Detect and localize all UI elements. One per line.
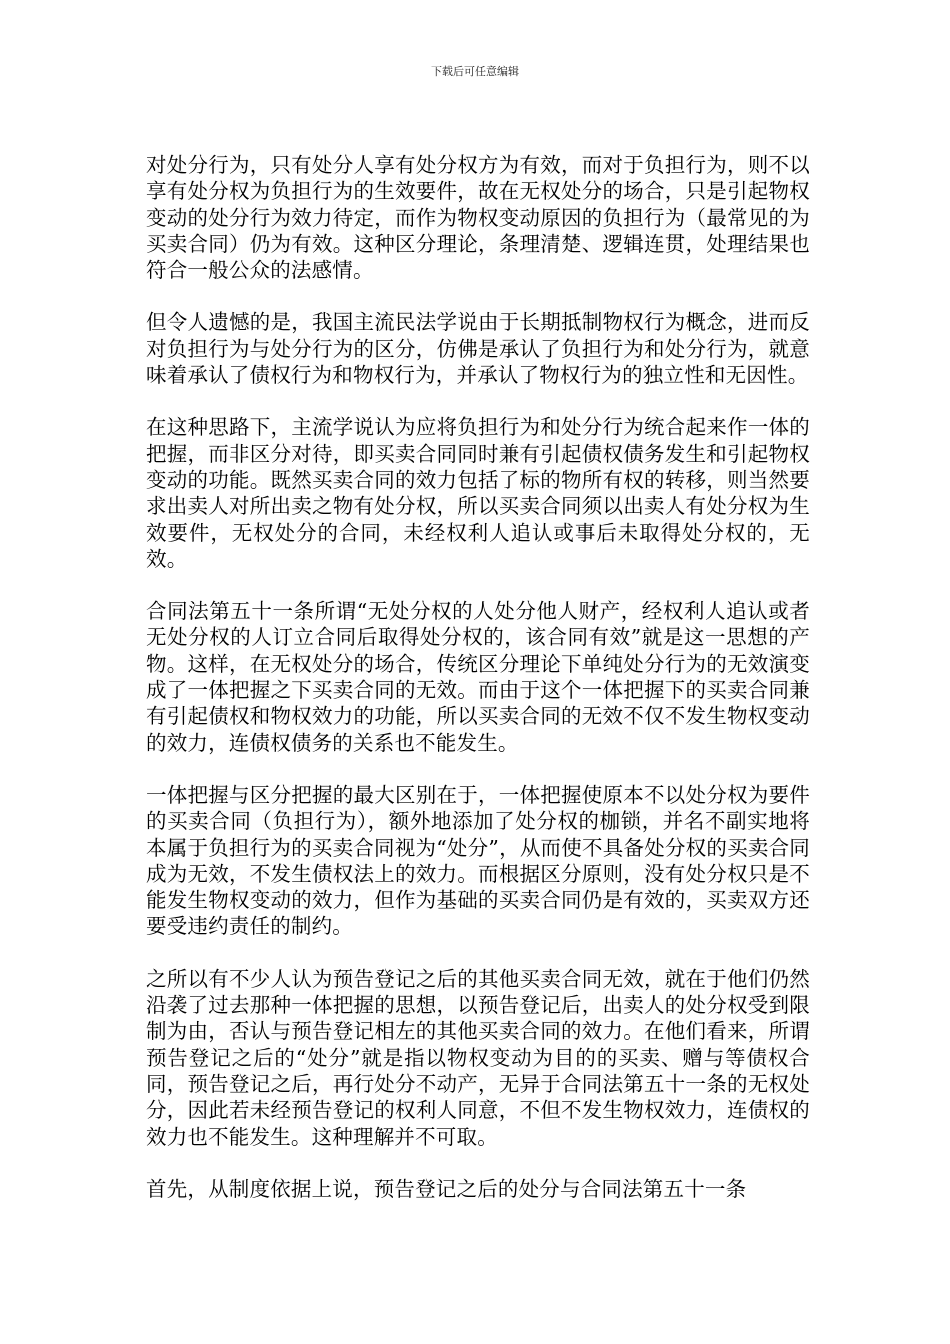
page-header: 下载后可任意编辑: [431, 65, 519, 78]
paragraph: 首先，从制度依据上说，预告登记之后的处分与合同法第五十一条: [146, 1176, 747, 1201]
paragraph: 对处分行为，只有处分人享有处分权方为有效，而对于负担行为，则不以享有处分权为负担行为的生效要件，故在无权处分的场合，只是引起物权变动的处分行为效力待定，而作为物权变动原因的负担行为（最常见的为买卖合同）仍为有效。这种区分理论，条理清楚、逻辑连贯，处理结果也符合一般公众的法感情。: [146, 153, 810, 283]
paragraph: 合同法第五十一条所谓“无处分权的人处分他人财产，经权利人追认或者无处分权的人订立合同后取得处分权的，该合同有效”就是这一思想的产物。这样，在无权处分的场合，传统区分理论下单纯处分行为的无效演变成了一体把握之下买卖合同的无效。而由于这个一体把握下的买卖合同兼有引起债权和物权效力的功能，所以买卖合同的无效不仅不发生物权变动的效力，连债权债务的关系也不能发生。: [146, 599, 810, 755]
paragraph: 在这种思路下，主流学说认为应将负担行为和处分行为统合起来作一体的把握，而非区分对待，即买卖合同同时兼有引起债权债务发生和引起物权变动的功能。既然买卖合同的效力包括了标的物所有权的转移，则当然要求出卖人对所出卖之物有处分权，所以买卖合同须以出卖人有处分权为生效要件，无权处分的合同，未经权利人追认或事后未取得处分权的，无效。: [146, 415, 810, 571]
document-body: [146, 152, 810, 1228]
paragraph: 之所以有不少人认为预告登记之后的其他买卖合同无效，就在于他们仍然沿袭了过去那种一体把握的思想，以预告登记后，出卖人的处分权受到限制为由，否认与预告登记相左的其他买卖合同的效力。在他们看来，所谓预告登记之后的“处分”就是指以物权变动为目的的买卖、赠与等债权合同，预告登记之后，再行处分不动产，无异于合同法第五十一条的无权处分，因此若未经预告登记的权利人同意，不但不发生物权效力，连债权的效力也不能发生。这种理解并不可取。: [146, 966, 810, 1149]
paragraph: 但令人遗憾的是，我国主流民法学说由于长期抵制物权行为概念，进而反对负担行为与处分行为的区分，仿佛是承认了负担行为和处分行为，就意味着承认了债权行为和物权行为，并承认了物权行为的独立性和无因性。: [146, 310, 810, 388]
paragraph: 一体把握与区分把握的最大区别在于，一体把握使原本不以处分权为要件的买卖合同（负担行为），额外地添加了处分权的枷锁，并名不副实地将本属于负担行为的买卖合同视为“处分”，从而使不具备处分权的买卖合同成为无效，不发生债权法上的效力。而根据区分原则，没有处分权只是不能发生物权变动的效力，但作为基础的买卖合同仍是有效的，买卖双方还要受违约责任的制约。: [146, 782, 810, 939]
